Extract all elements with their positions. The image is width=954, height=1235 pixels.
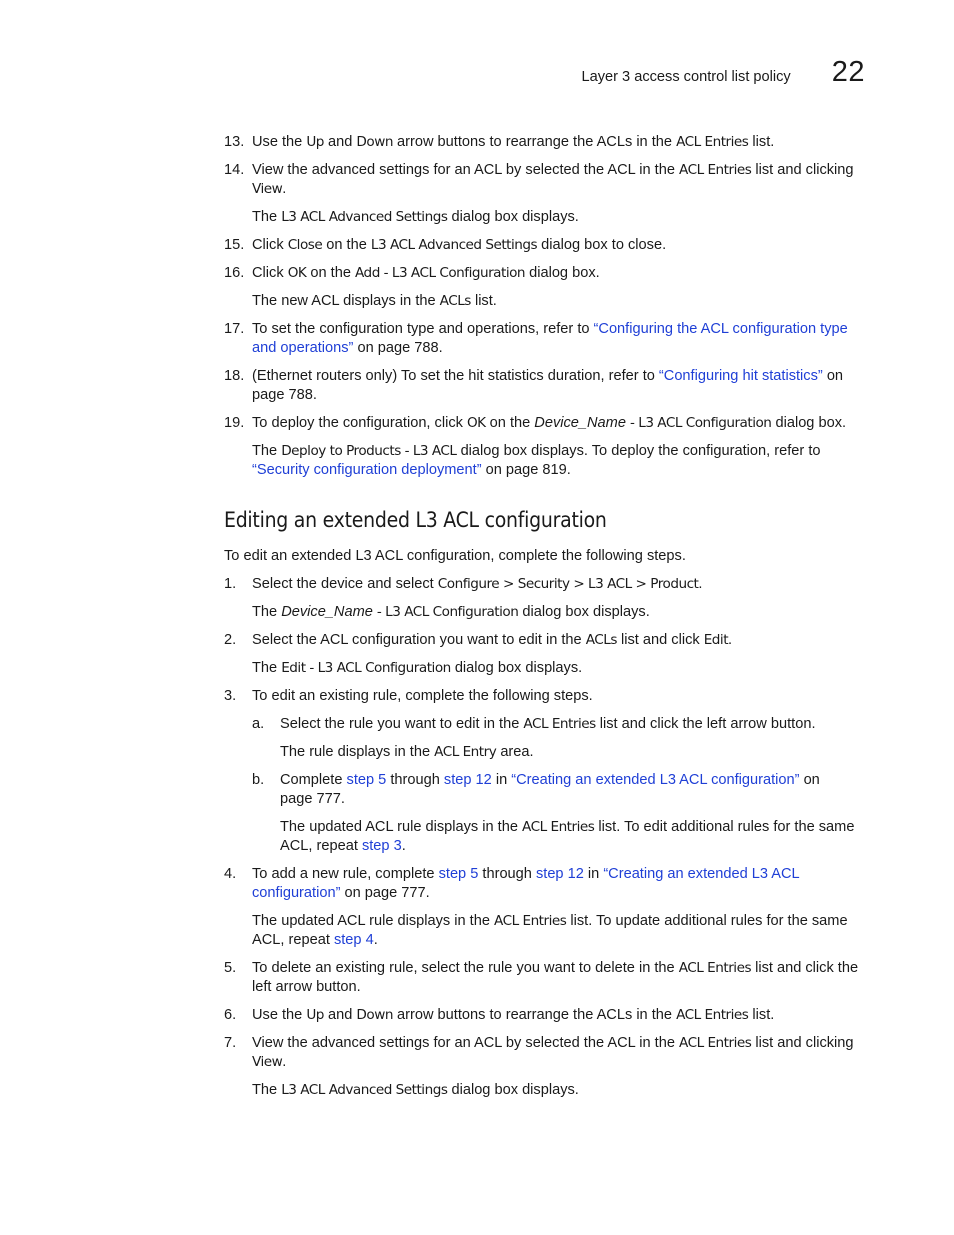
- edit-step-1-line-1: Select the device and select Configure > Security > L3 ACL > Product.: [252, 576, 703, 592]
- edit-step-3a-line-1: Select the rule you want to edit in the ACL Entries list and click the left arrow button.: [280, 716, 816, 732]
- edit-step-3b-result: The updated ACL rule displays in the ACL Entries list. To edit additional rules for the same ACL, repeat step 3.: [280, 819, 855, 854]
- edit-step-4: 4. To add a new rule, complete step 5 through step 12 in “Creating an extended L3 ACL configuration” on page 777.: [224, 865, 869, 903]
- step-14: 14. View the advanced settings for an ACL by selected the ACL in the ACL Entries list and clicking View.: [224, 161, 869, 199]
- edit-step-5-line-2: left arrow button.: [252, 979, 361, 995]
- edit-step-6-line-1: Use the Up and Down arrow buttons to rearrange the ACLs in the ACL Entries list.: [252, 1007, 775, 1023]
- link-step-12[interactable]: step 12: [443, 772, 492, 788]
- link-creating-extended-acl[interactable]: “Creating an extended L3 ACL configuration”: [511, 772, 800, 788]
- link-configuring-hit-statistics[interactable]: “Configuring hit statistics”: [658, 368, 823, 384]
- step-14-line-1: View the advanced settings for an ACL by selected the ACL in the ACL Entries list and clicking: [252, 162, 854, 178]
- step-17: 17. To set the configuration type and operations, refer to “Configuring the ACL configuration type and operations” on page 788.: [224, 320, 869, 358]
- edit-step-3b: b. Complete step 5 through step 12 in “Creating an extended L3 ACL configuration” on page 777.: [224, 771, 869, 809]
- edit-step-3: 3. To edit an existing rule, complete the following steps.: [224, 688, 593, 704]
- step-16-result: The new ACL displays in the ACLs list.: [252, 293, 497, 309]
- edit-step-3a-result: The rule displays in the ACL Entry area.: [280, 744, 534, 760]
- section-intro: To edit an extended L3 ACL configuration, complete the following steps.: [224, 548, 686, 564]
- link-configuring-acl-type-cont[interactable]: and operations”: [252, 340, 354, 356]
- link-step-4[interactable]: step 4: [333, 932, 374, 948]
- step-18-line-1: (Ethernet routers only) To set the hit statistics duration, refer to “Configuring hit statistics” on: [252, 368, 844, 384]
- edit-step-7-line-1: View the advanced settings for an ACL by selected the ACL in the ACL Entries list and clicking: [252, 1035, 854, 1051]
- step-14-result: The L3 ACL Advanced Settings dialog box displays.: [252, 209, 579, 225]
- step-13-line-1: Use the Up and Down arrow buttons to rearrange the ACLs in the ACL Entries list.: [252, 134, 775, 150]
- edit-step-4-result: The updated ACL rule displays in the ACL Entries list. To update additional rules for the same ACL, repeat step 4.: [252, 913, 848, 948]
- edit-step-7: 7. View the advanced settings for an ACL by selected the ACL in the ACL Entries list and clicking View.: [224, 1034, 869, 1072]
- step-19-result: The Deploy to Products - L3 ACL dialog box displays. To deploy the configuration, refer to “Security configuration deployment” on page 819.: [252, 443, 821, 478]
- link-creating-extended-acl-cont[interactable]: configuration”: [252, 885, 341, 901]
- edit-step-2-result: The Edit - L3 ACL Configuration dialog box displays.: [252, 660, 583, 676]
- step-14-line-2: View.: [252, 181, 287, 197]
- edit-step-1: 1. Select the device and select Configure > Security > L3 ACL > Product.: [224, 575, 869, 594]
- edit-step-4-line-1: To add a new rule, complete step 5 through step 12 in “Creating an extended L3 ACL: [252, 866, 800, 882]
- edit-step-5: 5. To delete an existing rule, select the rule you want to delete in the ACL Entries list and click the left arrow button.: [224, 959, 869, 997]
- step-17-line-1: To set the configuration type and operations, refer to “Configuring the ACL configuration type: [252, 321, 848, 337]
- edit-step-2-line-1: Select the ACL configuration you want to edit in the ACLs list and click Edit.: [252, 632, 733, 648]
- edit-step-1-result: The Device_Name - L3 ACL Configuration dialog box displays.: [252, 604, 650, 620]
- edit-step-7-line-2: View.: [252, 1054, 287, 1070]
- edit-step-3b-line-1: Complete step 5 through step 12 in “Creating an extended L3 ACL configuration” on: [280, 772, 820, 788]
- step-13: 13. Use the Up and Down arrow buttons to rearrange the ACLs in the ACL Entries list.: [224, 133, 869, 152]
- page-content: [224, 133, 869, 1100]
- link-security-deployment[interactable]: “Security configuration deployment”: [252, 462, 482, 478]
- step-18-line-2: page 788.: [252, 387, 317, 403]
- chapter-number: 22: [831, 56, 865, 88]
- edit-step-4-line-2: configuration” on page 777.: [252, 885, 430, 901]
- step-16: 16. Click OK on the Add - L3 ACL Configuration dialog box.: [224, 264, 869, 283]
- link-configuring-acl-type[interactable]: “Configuring the ACL configuration type: [593, 321, 848, 337]
- step-19-line-1: To deploy the configuration, click OK on the Device_Name - L3 ACL Configuration dialog box.: [252, 415, 847, 431]
- section-heading: Editing an extended L3 ACL configuration: [224, 508, 607, 533]
- link-step-5[interactable]: step 5: [438, 866, 479, 882]
- page-header: [581, 56, 865, 89]
- edit-step-5-line-1: To delete an existing rule, select the rule you want to delete in the ACL Entries list and click the: [252, 960, 859, 976]
- step-16-line-1: Click OK on the Add - L3 ACL Configuration dialog box.: [252, 265, 600, 281]
- step-18: 18. (Ethernet routers only) To set the hit statistics duration, refer to “Configuring hit statistics” on page 788.: [224, 367, 869, 405]
- link-creating-extended-acl[interactable]: “Creating an extended L3 ACL: [603, 866, 800, 882]
- step-19: 19. To deploy the configuration, click OK on the Device_Name - L3 ACL Configuration dialog box.: [224, 414, 869, 433]
- step-15: 15. Click Close on the L3 ACL Advanced Settings dialog box to close.: [224, 236, 869, 255]
- running-header-title: Layer 3 access control list policy: [581, 69, 791, 85]
- link-step-3[interactable]: step 3: [361, 838, 402, 854]
- link-step-5[interactable]: step 5: [346, 772, 387, 788]
- step-15-line-1: Click Close on the L3 ACL Advanced Settings dialog box to close.: [252, 237, 667, 253]
- edit-step-3a: a. Select the rule you want to edit in the ACL Entries list and click the left arrow button.: [224, 715, 869, 734]
- link-step-12[interactable]: step 12: [535, 866, 584, 882]
- step-17-line-2: and operations” on page 788.: [252, 340, 443, 356]
- edit-step-2: 2. Select the ACL configuration you want to edit in the ACLs list and click Edit.: [224, 631, 869, 650]
- edit-step-7-result: The L3 ACL Advanced Settings dialog box displays.: [252, 1082, 579, 1098]
- edit-step-3b-line-2: page 777.: [280, 791, 345, 807]
- edit-step-6: 6. Use the Up and Down arrow buttons to rearrange the ACLs in the ACL Entries list.: [224, 1006, 869, 1025]
